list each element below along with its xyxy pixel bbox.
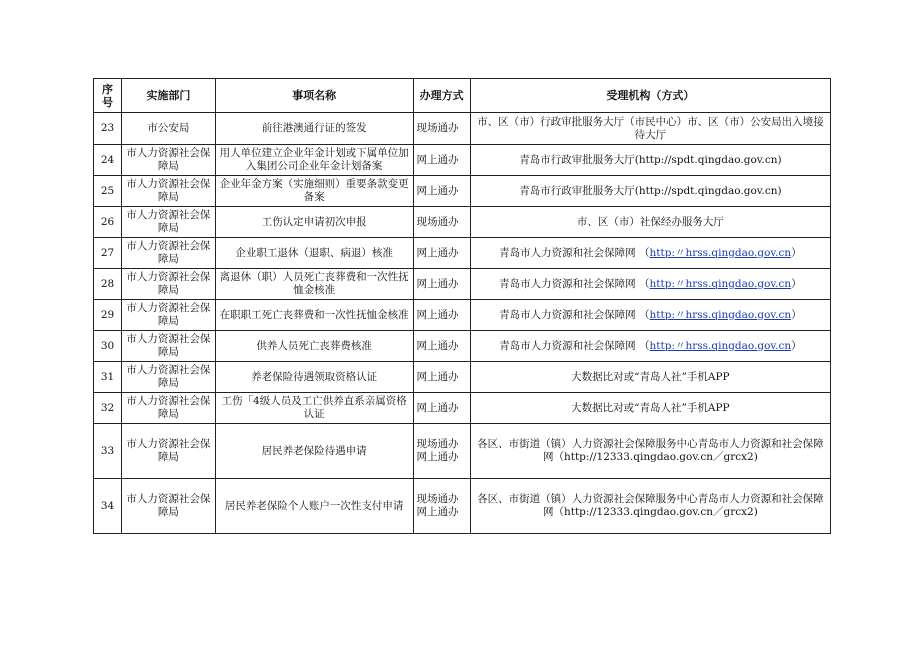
row-handling-mode: 现场通办 xyxy=(413,207,470,238)
agency-text: 市、区（市）行政审批服务大厅（市民中心）市、区（市）公安局出入境接待大厅 xyxy=(477,115,824,141)
header-dept: 实施部门 xyxy=(122,79,216,113)
row-handling-mode: 现场通办网上通办 xyxy=(413,424,470,479)
header-mode: 办理方式 xyxy=(413,79,470,113)
row-department: 市人力资源社会保障局 xyxy=(122,424,216,479)
row-accepting-agency xyxy=(470,176,830,207)
row-accepting-agency xyxy=(470,113,830,145)
row-department: 市公安局 xyxy=(122,113,216,145)
table-row xyxy=(94,113,831,145)
agency-text: 各区、市街道（镇）人力资源社会保障服务中心青岛市人力资源和社会保障网（http://12333.qingdao.gov.cn／grcx2) xyxy=(477,493,824,518)
row-department: 市人力资源社会保障局 xyxy=(122,238,216,269)
row-accepting-agency: 青岛市人力资源和社会保障网 （http:〃hrss.qingdao.gov.cn） xyxy=(470,331,830,362)
row-handling-mode: 网上通办 xyxy=(413,331,470,362)
header-row xyxy=(94,79,831,113)
row-handling-mode: 网上通办 xyxy=(413,300,470,331)
agency-text: 市、区（市）社保经办服务大厅 xyxy=(576,215,724,228)
agency-link[interactable]: http:〃hrss.qingdao.gov.cn xyxy=(649,246,792,259)
row-department: 市人力资源社会保障局 xyxy=(122,176,216,207)
row-handling-mode: 现场通办网上通办 xyxy=(413,479,470,534)
row-item-name: 前往港澳通行证的签发 xyxy=(215,113,413,145)
row-handling-mode: 网上通办 xyxy=(413,362,470,393)
agency-text: 青岛市人力资源和社会保障网 xyxy=(499,308,636,321)
row-handling-mode: 网上通办 xyxy=(413,176,470,207)
row-department: 市人力资源社会保障局 xyxy=(122,479,216,534)
row-number: 26 xyxy=(94,207,122,238)
row-department: 市人力资源社会保障局 xyxy=(122,362,216,393)
table-row xyxy=(94,362,831,393)
row-handling-mode: 网上通办 xyxy=(413,238,470,269)
row-item-name: 离退休（职）人员死亡丧葬费和一次性抚恤金核准 xyxy=(215,269,413,300)
table-row xyxy=(94,176,831,207)
row-item-name: 居民养老保险待遇申请 xyxy=(215,424,413,479)
row-number: 27 xyxy=(94,238,122,269)
row-number: 34 xyxy=(94,479,122,534)
row-number: 33 xyxy=(94,424,122,479)
row-accepting-agency: 青岛市人力资源和社会保障网 （http:〃hrss.qingdao.gov.cn） xyxy=(470,238,830,269)
row-number: 31 xyxy=(94,362,122,393)
row-item-name: 居民养老保险个人账户一次性支付申请 xyxy=(215,479,413,534)
row-department: 市人力资源社会保障局 xyxy=(122,393,216,424)
row-handling-mode: 现场通办 xyxy=(413,113,470,145)
row-item-name: 工伤「4级人员及工亡供养直系亲属资格认证 xyxy=(215,393,413,424)
row-accepting-agency xyxy=(470,145,830,176)
agency-text: 青岛市人力资源和社会保障网 xyxy=(499,246,636,259)
table-row xyxy=(94,393,831,424)
agency-text: 青岛市行政审批服务大厅(http://spdt.qingdao.gov.cn) xyxy=(519,153,782,166)
agency-link[interactable]: http:〃hrss.qingdao.gov.cn xyxy=(649,277,792,290)
agency-text: 各区、市街道（镇）人力资源社会保障服务中心青岛市人力资源和社会保障网（http://12333.qingdao.gov.cn／grcx2) xyxy=(477,438,824,463)
row-department: 市人力资源社会保障局 xyxy=(122,207,216,238)
row-number: 29 xyxy=(94,300,122,331)
table-row xyxy=(94,207,831,238)
row-item-name: 供养人员死亡丧葬费核准 xyxy=(215,331,413,362)
agency-link[interactable]: http:〃hrss.qingdao.gov.cn xyxy=(649,308,792,321)
table-row xyxy=(94,331,831,362)
row-department: 市人力资源社会保障局 xyxy=(122,145,216,176)
agency-link[interactable]: http:〃hrss.qingdao.gov.cn xyxy=(649,339,792,352)
row-number: 23 xyxy=(94,113,122,145)
row-item-name: 企业年金方案（实施细则）重要条款变更备案 xyxy=(215,176,413,207)
table-row xyxy=(94,424,831,479)
row-number: 25 xyxy=(94,176,122,207)
header-no: 序号 xyxy=(94,79,122,113)
row-item-name: 工伤认定申请初次申报 xyxy=(215,207,413,238)
header-org: 受理机构（方式） xyxy=(470,79,830,113)
row-item-name: 企业职工退休（退职、病退）核准 xyxy=(215,238,413,269)
row-accepting-agency: 青岛市人力资源和社会保障网 （http:〃hrss.qingdao.gov.cn） xyxy=(470,269,830,300)
row-number: 30 xyxy=(94,331,122,362)
row-accepting-agency xyxy=(470,207,830,238)
header-item: 事项名称 xyxy=(215,79,413,113)
agency-text: 青岛市人力资源和社会保障网 xyxy=(499,277,636,290)
row-item-name: 用人单位建立企业年金计划或下属单位加入集团公司企业年金计划备案 xyxy=(215,145,413,176)
table-row xyxy=(94,300,831,331)
service-table xyxy=(93,78,831,534)
row-handling-mode: 网上通办 xyxy=(413,145,470,176)
row-handling-mode: 网上通办 xyxy=(413,393,470,424)
row-number: 28 xyxy=(94,269,122,300)
table-row xyxy=(94,238,831,269)
agency-text: 青岛市行政审批服务大厅(http://spdt.qingdao.gov.cn) xyxy=(519,184,782,197)
row-number: 24 xyxy=(94,145,122,176)
table-row xyxy=(94,145,831,176)
agency-text: 大数据比对或“青岛人社”手机APP xyxy=(571,401,730,414)
table-row xyxy=(94,479,831,534)
row-department: 市人力资源社会保障局 xyxy=(122,269,216,300)
row-accepting-agency xyxy=(470,479,830,534)
row-item-name: 在职职工死亡丧葬费和一次性抚恤金核准 xyxy=(215,300,413,331)
row-accepting-agency xyxy=(470,362,830,393)
agency-text: 青岛市人力资源和社会保障网 xyxy=(499,339,636,352)
table-row xyxy=(94,269,831,300)
row-department: 市人力资源社会保障局 xyxy=(122,331,216,362)
agency-text: 大数据比对或“青岛人社”手机APP xyxy=(571,370,730,383)
row-accepting-agency xyxy=(470,393,830,424)
row-accepting-agency: 青岛市人力资源和社会保障网 （http:〃hrss.qingdao.gov.cn） xyxy=(470,300,830,331)
row-number: 32 xyxy=(94,393,122,424)
row-department: 市人力资源社会保障局 xyxy=(122,300,216,331)
row-accepting-agency xyxy=(470,424,830,479)
row-item-name: 养老保险待遇领取资格认证 xyxy=(215,362,413,393)
row-handling-mode: 网上通办 xyxy=(413,269,470,300)
